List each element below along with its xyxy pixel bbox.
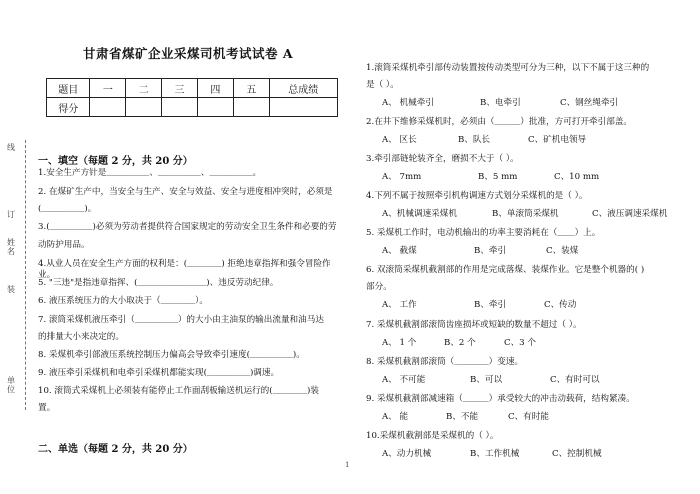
- option-b: B、2 个: [444, 338, 476, 348]
- option-c: C、钢丝绳牵引: [560, 98, 619, 108]
- choice-question: 是（ ）。: [366, 80, 399, 90]
- option-b: B、5 mm: [478, 172, 518, 182]
- margin-label-name: 姓名: [7, 238, 15, 256]
- score-cell[interactable]: [90, 98, 126, 117]
- margin-label-bind: 装: [7, 285, 15, 294]
- margin-label-line: 线: [7, 143, 15, 152]
- score-cell[interactable]: [269, 98, 337, 117]
- score-header-cell: 总成绩: [269, 79, 337, 98]
- fill-question: 5. "三违"是指违章指挥、(＿＿＿＿＿＿＿＿)、违反劳动纪律。: [38, 278, 279, 288]
- option-b: B、牵引: [474, 300, 507, 310]
- choice-question: 4.下列不属于按照牵引机构调速方式划分采煤机的是（ ）。: [366, 191, 588, 201]
- choice-options: [382, 172, 682, 183]
- fill-question: 7. 滚筒采煤机液压牵引（＿＿＿＿＿）的大小由主油泵的输出流量和油马达: [38, 315, 324, 325]
- score-row-label: 得分: [47, 98, 90, 117]
- page-number: 1: [345, 461, 350, 469]
- choice-question: 5. 采煤机工作时，电动机输出的功率主要消耗在（＿＿）上。: [366, 228, 601, 238]
- choice-options: [382, 135, 682, 146]
- fill-question: 3.(＿＿＿＿＿)必须为劳动者提供符合国家规定的劳动安全卫生条件和必要的劳: [38, 222, 337, 232]
- option-b: B、单滚筒采煤机: [492, 209, 559, 219]
- fill-question: 置。: [38, 403, 56, 413]
- choice-question: 3.牵引部链轮装齐全，磨损不大于（ ）。: [366, 154, 519, 164]
- option-a: A、 截煤: [382, 246, 417, 256]
- choice-options: [382, 412, 682, 423]
- choice-options: [382, 375, 682, 386]
- option-b: B、不能: [446, 412, 479, 422]
- choice-question: 7. 采煤机截割部滚筒齿座损坏或短缺的数量不超过（ ）。: [366, 320, 582, 330]
- binding-dashed-line: [25, 140, 26, 410]
- choice-question: 部分。: [366, 282, 392, 292]
- option-a: A、 7mm: [382, 172, 422, 182]
- fill-question: 1.安全生产方针是＿＿＿＿＿、＿＿＿＿＿、＿＿＿＿＿。: [38, 168, 262, 178]
- score-table-header-row: [47, 79, 338, 98]
- score-header-cell: 三: [162, 79, 198, 98]
- score-header-cell: 题目: [47, 79, 90, 98]
- option-c: C、有时可以: [550, 375, 600, 385]
- option-a: A、 能: [382, 412, 409, 422]
- score-table-score-row: [47, 98, 338, 117]
- option-c: C、10 mm: [554, 172, 600, 182]
- option-b: B、工作机械: [470, 449, 520, 459]
- option-c: C、3 个: [504, 338, 536, 348]
- fill-question: 的排量大小来决定的。: [38, 332, 124, 342]
- fill-question: 8. 采煤机牵引部液压系统控制压力偏高会导致牵引速度(＿＿＿＿＿)。: [38, 350, 305, 360]
- score-cell[interactable]: [126, 98, 162, 117]
- choice-question: 9. 采煤机截割部减速箱（＿＿＿）承受较大的冲击动载荷，结构紧凑。: [366, 394, 635, 404]
- choice-question: 8. 采煤机截割部滚筒（＿＿＿＿）变速。: [366, 357, 524, 367]
- score-header-cell: 一: [90, 79, 126, 98]
- choice-options: [382, 98, 682, 109]
- choice-question: 6. 双滚筒采煤机截割部的作用是完成落煤、装煤作业。它是整个机器的( ): [366, 265, 645, 275]
- margin-label-order: 订: [7, 210, 15, 219]
- score-header-cell: 五: [233, 79, 269, 98]
- fill-question: (＿＿＿＿＿)。: [38, 204, 97, 214]
- option-b: B、队长: [458, 135, 491, 145]
- option-a: A、 区长: [382, 135, 417, 145]
- choice-options: [382, 449, 682, 460]
- score-cell[interactable]: [162, 98, 198, 117]
- option-a: A、机械调速采煤机: [382, 209, 457, 219]
- option-a: A、 工作: [382, 300, 417, 310]
- page-title: 甘肃省煤矿企业采煤司机考试试卷 A: [82, 46, 294, 61]
- section2-heading: 二、单选（每题 2 分，共 20 分）: [38, 444, 193, 455]
- choice-question: 1.滚筒采煤机牵引部传动装置按传动类型可分为三种，以下不属于这三种的: [366, 63, 650, 73]
- option-c: C、液压调速采煤机: [592, 209, 668, 219]
- fill-question: 6. 液压系统压力的大小取决于（＿＿＿＿）。: [38, 296, 208, 306]
- score-cell[interactable]: [197, 98, 233, 117]
- binding-margin: [0, 0, 30, 494]
- score-header-cell: 四: [197, 79, 233, 98]
- choice-options: [382, 300, 682, 311]
- choice-options: [382, 246, 682, 257]
- score-table: [46, 78, 338, 117]
- fill-question: 10. 滚筒式采煤机上必须装有能停止工作面刮板输送机运行的(＿＿＿＿)装: [38, 386, 319, 396]
- choice-question: 2.在井下维修采煤机时，必须由（＿＿＿）批准，方可打开牵引部盖。: [366, 117, 633, 127]
- option-c: C、矿机电领导: [528, 135, 587, 145]
- option-c: C、有时能: [508, 412, 549, 422]
- margin-label-unit: 单位: [7, 376, 15, 394]
- option-b: B、电牵引: [480, 98, 521, 108]
- option-a: A、动力机械: [382, 449, 432, 459]
- section1-heading: 一、填空（每题 2 分，共 20 分）: [38, 156, 193, 167]
- option-b: B、牵引: [474, 246, 507, 256]
- option-a: A、 不可能: [382, 375, 426, 385]
- option-a: A、 机械牵引: [382, 98, 434, 108]
- option-a: A、 1 个: [382, 338, 417, 348]
- choice-options: [382, 209, 682, 220]
- option-b: B、可以: [470, 375, 503, 385]
- fill-question: 4.从业人员在安全生产方面的权利是：(＿＿＿＿) 拒绝违章指挥和强令冒险作业。: [38, 259, 331, 280]
- fill-question: 2. 在煤矿生产中，当安全与生产、安全与效益、安全与进度相冲突时，必须是: [38, 187, 333, 197]
- choice-options: [382, 338, 682, 349]
- fill-question: 动防护用品。: [38, 240, 90, 250]
- option-c: C、装煤: [546, 246, 579, 256]
- fill-question: 9. 液压牵引采煤机和电牵引采煤机都能实现(＿＿＿＿＿)调速。: [38, 368, 280, 378]
- score-header-cell: 二: [126, 79, 162, 98]
- option-c: C、控制机械: [552, 449, 602, 459]
- choice-question: 10.采煤机截割部是采煤机的（ ）。: [366, 431, 499, 441]
- option-c: C、传动: [544, 300, 577, 310]
- score-cell[interactable]: [233, 98, 269, 117]
